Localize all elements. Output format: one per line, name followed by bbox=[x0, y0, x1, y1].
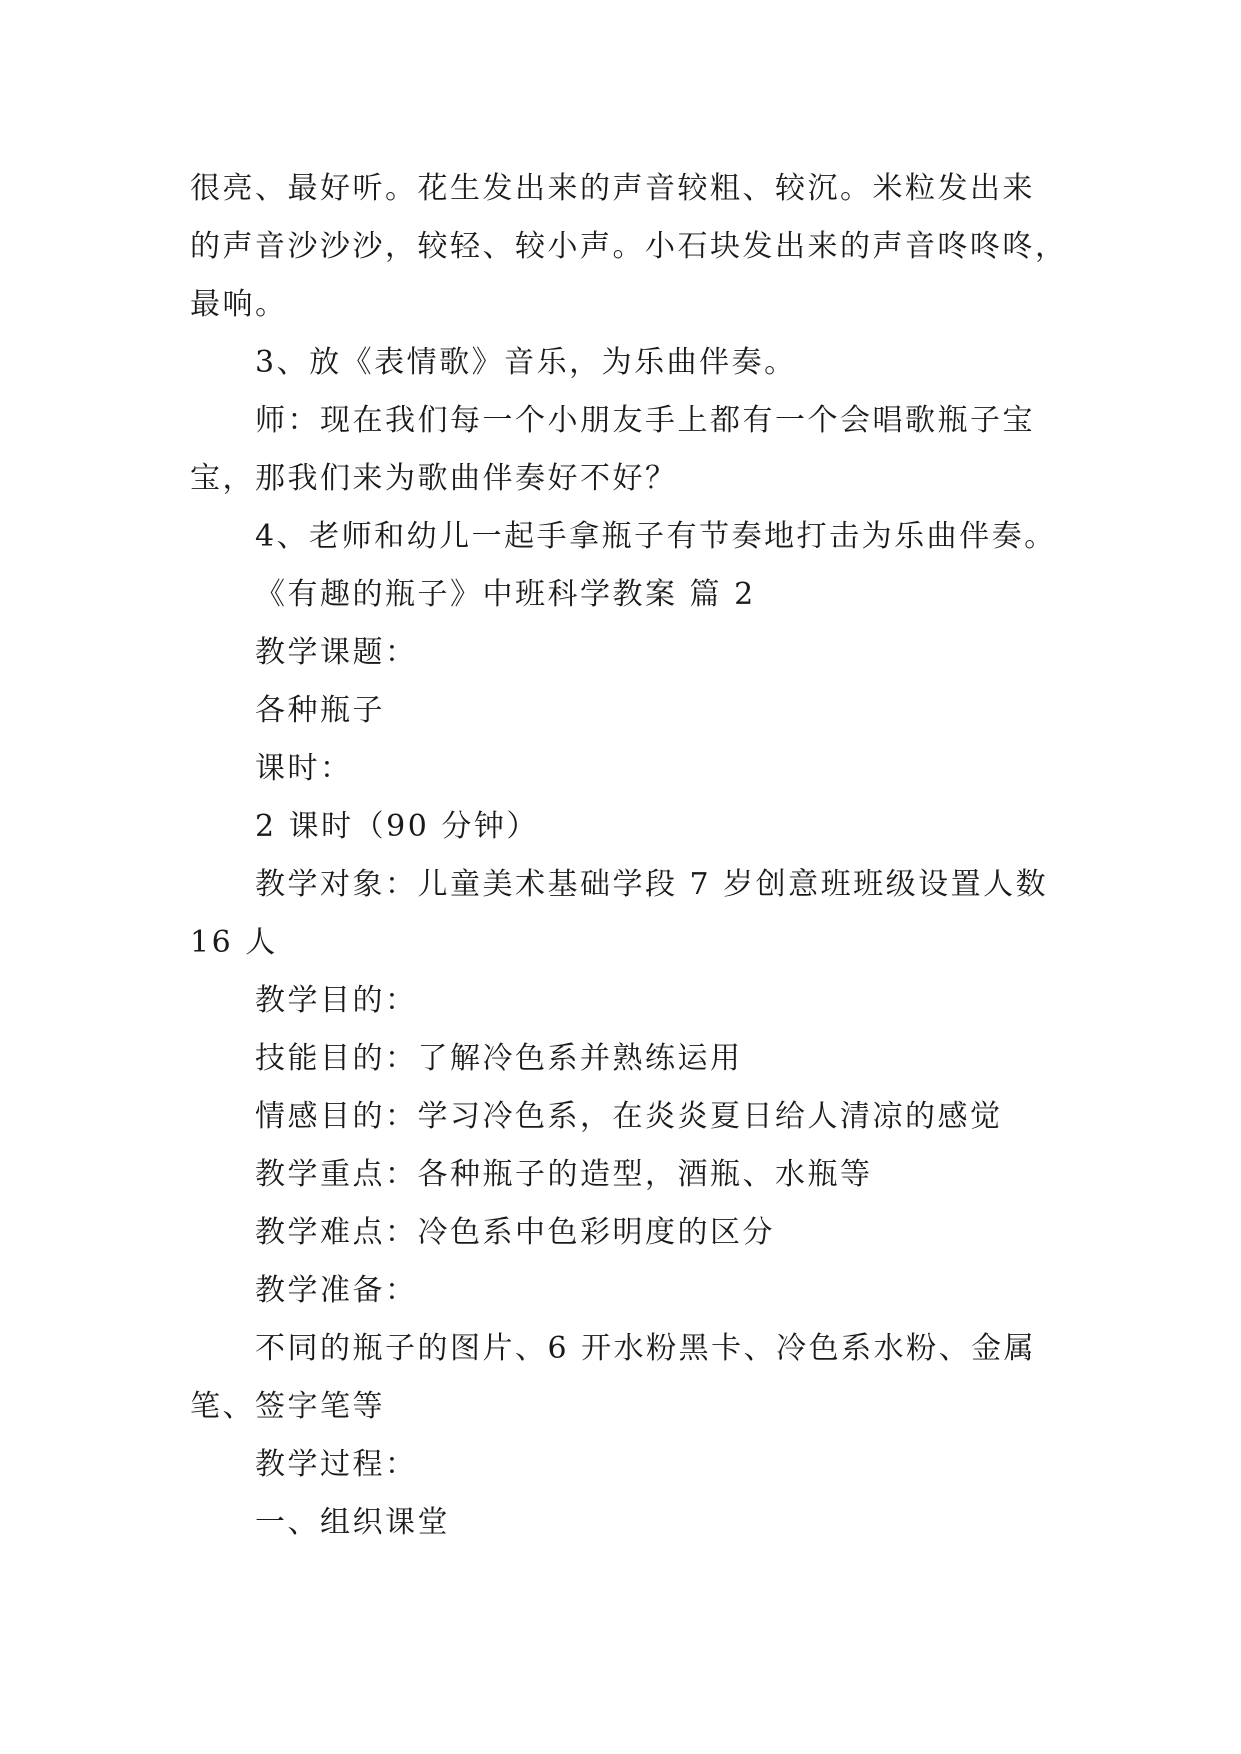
text-line: 16 人 bbox=[190, 925, 278, 960]
text-line: 笔、签字笔等 bbox=[190, 1389, 385, 1424]
text-line: 4、老师和幼儿一起手拿瓶子有节奏地打击为乐曲伴奏。 bbox=[255, 519, 1057, 554]
text-line: 各种瓶子 bbox=[255, 693, 385, 728]
text-line: 很亮、最好听。花生发出来的声音较粗、较沉。米粒发出来 bbox=[190, 171, 1035, 206]
text-line: 教学过程： bbox=[255, 1447, 418, 1482]
text-line: 的声音沙沙沙，较轻、较小声。小石块发出来的声音咚咚咚， bbox=[190, 229, 1068, 264]
text-line: 3、放《表情歌》音乐，为乐曲伴奏。 bbox=[255, 345, 797, 380]
text-line: 教学准备： bbox=[255, 1273, 418, 1308]
text-line: 教学难点：冷色系中色彩明度的区分 bbox=[255, 1215, 775, 1250]
text-line: 教学课题： bbox=[255, 635, 418, 670]
text-line: 宝，那我们来为歌曲伴奏好不好？ bbox=[190, 461, 678, 496]
text-line: 教学目的： bbox=[255, 983, 418, 1018]
text-line: 不同的瓶子的图片、6 开水粉黑卡、冷色系水粉、金属 bbox=[255, 1331, 1037, 1366]
text-line: 课时： bbox=[255, 751, 353, 786]
text-line: 情感目的：学习冷色系，在炎炎夏日给人清凉的感觉 bbox=[255, 1099, 1003, 1134]
text-line: 最响。 bbox=[190, 287, 288, 322]
text-line: 一、组织课堂 bbox=[255, 1505, 450, 1540]
text-line: 教学对象：儿童美术基础学段 7 岁创意班班级设置人数 bbox=[255, 867, 1049, 902]
text-line: 技能目的：了解冷色系并熟练运用 bbox=[255, 1041, 743, 1076]
text-line: 教学重点：各种瓶子的造型，酒瓶、水瓶等 bbox=[255, 1157, 873, 1192]
text-line: 师：现在我们每一个小朋友手上都有一个会唱歌瓶子宝 bbox=[255, 403, 1035, 438]
section-heading: 《有趣的瓶子》中班科学教案 篇 2 bbox=[255, 577, 756, 612]
text-line: 2 课时（90 分钟） bbox=[255, 809, 539, 844]
document-body bbox=[190, 160, 1090, 1552]
